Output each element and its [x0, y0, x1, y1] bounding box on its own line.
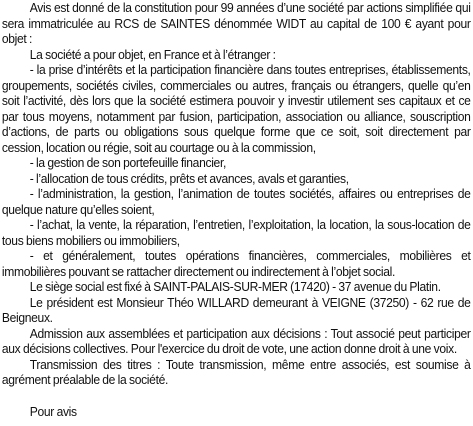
paragraph-objet-intro: La société a pour objet, en France et à l’étranger :: [29, 46, 276, 62]
list-item-portefeuille: - la gestion de son portefeuille financier,: [29, 155, 227, 170]
closing-line: Pour avis: [29, 403, 77, 419]
list-item-administration: - l’administration, la gestion, l’animation de toutes sociétés, affaires ou entreprises de quelque nature qu’elles soient,: [1, 186, 471, 217]
list-item-allocation-credits: - l’allocation de tous crédits, prêts et avances, avals et garanties,: [29, 170, 349, 186]
paragraph-admission: Admission aux assemblées et participation aux décisions : Tout associé peut participer aux décisions collectives. Pour l'exercice du droit de vote, une action donne droit à une voix.: [1, 325, 471, 356]
paragraph-constitution: Avis est donné de la constitution pour 99 années d’une société par actions simplifiée qui sera immatriculée au RCS de SAINTES dénommée WIDT au capital de 100 € ayant pour objet :: [1, 0, 471, 46]
list-item-operations: - et généralement, toutes opérations financières, commerciales, mobilières et immobilières pouvant se rattacher directement ou indirectement à l’objet social.: [1, 248, 471, 279]
list-item-achat-vente: - l’achat, la vente, la réparation, l’entretien, l’exploitation, la location, la sous-location de tous biens mobiliers ou immobiliers,: [1, 217, 471, 248]
paragraph-transmission: Transmission des titres : Toute transmission, même entre associés, est soumise à agrément préalable de la société.: [1, 356, 471, 387]
blank-line: [2, 388, 471, 404]
paragraph-siege-social: Le siège social est fixé à SAINT-PALAIS-SUR-MER (17420) - 37 avenue du Platin.: [29, 279, 441, 294]
paragraph-president: Le président est Monsieur Théo WILLARD demeurant à VEIGNE (37250) - 62 rue de Beigneux.: [1, 294, 471, 325]
list-item-prise-interets: - la prise d’intérêts et la participation financière dans toutes entreprises, établissements, groupements, sociétés civiles, commerciales ou autres, français ou étrangers, quelle qu’en soit l’activité, dès lors que la société estimera pouvoir y investir utilement ses capitaux et ce par tous moyens, notamment par fusion, participation, association ou alliance, souscription d’actions, de parts ou obligations sous quelque forme que ce soit, soit directement par cession, location ou régie, soit au courtage ou à la commission,: [1, 62, 471, 155]
